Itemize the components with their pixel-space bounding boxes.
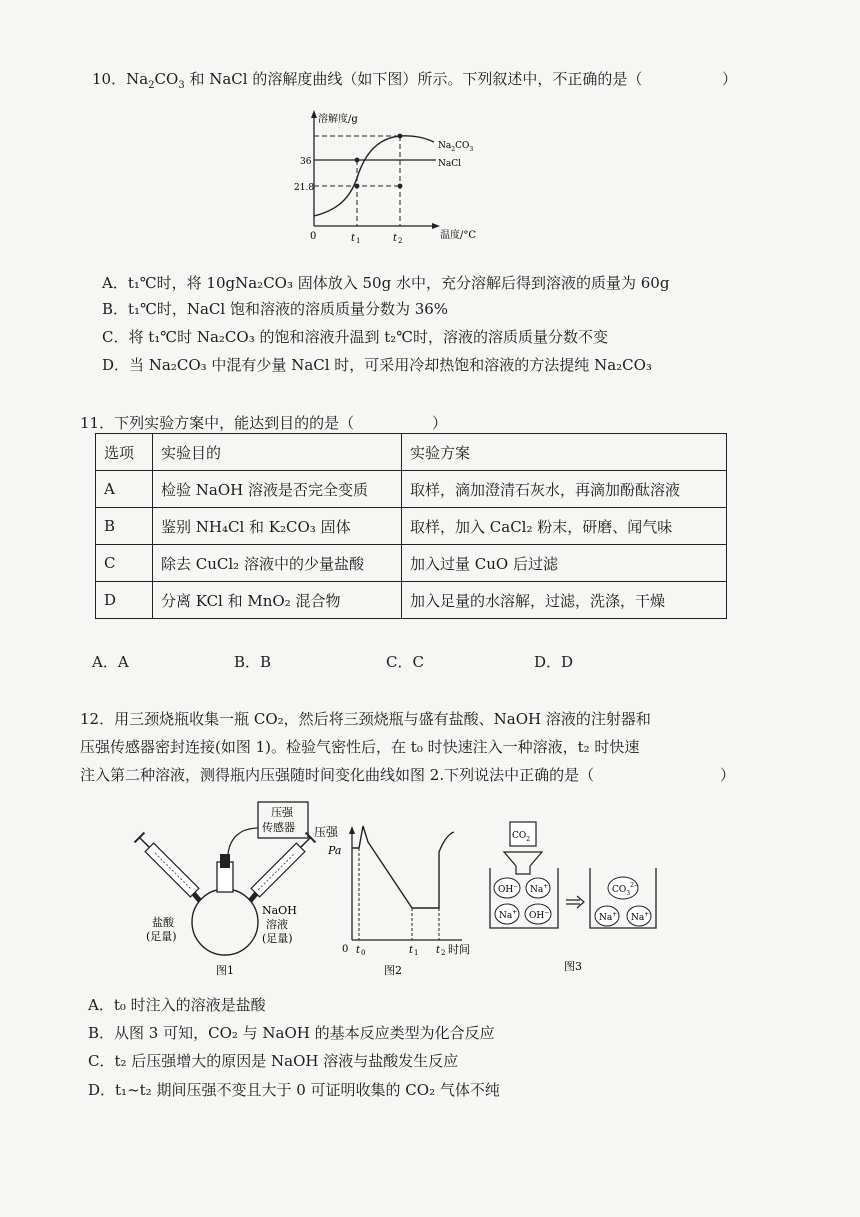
q12-fig3-caption: 图3 [564, 960, 582, 973]
q10-option-b: B．t₁℃时，NaCl 饱和溶液的溶质质量分数为 36% [102, 300, 449, 318]
q12-fig1-sensor1: 压强 [271, 806, 293, 819]
q11-answer-a: A．A [92, 653, 129, 671]
table-row [96, 471, 727, 508]
q10-ylabel: 溶解度/g [318, 114, 358, 125]
q12-fig2-caption: 图2 [384, 964, 402, 977]
q10-stem-close: ） [722, 70, 738, 88]
table-header-row [96, 434, 727, 471]
q10-t1: t [351, 233, 356, 244]
svg-text:Na+: Na+ [631, 911, 650, 923]
q12-line3-close: ） [720, 766, 736, 784]
table-cell: D [96, 582, 153, 619]
svg-text:Na+: Na+ [599, 911, 618, 923]
q12-fig2-origin: 0 [342, 944, 349, 955]
svg-text:2: 2 [398, 237, 403, 245]
q12-line3: 注入第二种溶液，测得瓶内压强随时间变化曲线如图 2.下列说法中正确的是（ [80, 766, 595, 784]
q12-fig2-pressure-graph [312, 798, 472, 978]
q12-fig3-co3: $CO_3^{2-}$ [612, 882, 639, 897]
q12-fig1-apparatus [140, 798, 320, 978]
table-header: 选项 [96, 434, 153, 471]
table-row [96, 582, 727, 619]
q12-fig1-right2: 溶液 [266, 918, 288, 931]
table-cell: 检验 NaOH 溶液是否完全变质 [153, 471, 402, 508]
table-cell: 分离 KCl 和 MnO₂ 混合物 [153, 582, 402, 619]
q10-y218: 21.8 [294, 183, 315, 193]
q12-fig3-co2: $CO_2$ [512, 831, 531, 843]
q12-fig2-t2: t [436, 945, 441, 956]
svg-text:Na+: Na+ [499, 909, 518, 921]
table-cell: 除去 CuCl₂ 溶液中的少量盐酸 [153, 545, 402, 582]
q10-y36: 36 [300, 157, 312, 167]
q11-stem: 11．下列实验方案中，能达到目的的是（ [80, 414, 355, 432]
table-header: 实验方案 [402, 434, 727, 471]
q10-origin: 0 [310, 231, 317, 242]
q12-option-a: A．t₀ 时注入的溶液是盐酸 [88, 996, 266, 1014]
q12-fig3-na: Na+ [530, 883, 549, 895]
q11-table [95, 433, 727, 619]
q12-fig1-left2: (足量) [146, 930, 177, 943]
q12-fig1-left1: 盐酸 [152, 916, 174, 929]
q12-option-b: B．从图 3 可知，CO₂ 与 NaOH 的基本反应类型为化合反应 [88, 1024, 495, 1042]
q10-stem: 10．$Na_2CO_3$ 和 NaCl 的溶解度曲线（如下图）所示。下列叙述中，不正确的是（ [92, 70, 643, 91]
q10-option-c: C．将 t₁℃时 Na₂CO₃ 的饱和溶液升温到 t₂℃时，溶液的溶质质量分数不变 [102, 328, 609, 346]
svg-text:0: 0 [361, 949, 366, 957]
q11-answer-c: C．C [386, 653, 424, 671]
table-cell: B [96, 508, 153, 545]
table-cell: A [96, 471, 153, 508]
svg-text:1: 1 [414, 949, 419, 957]
q12-option-d: D．t₁~t₂ 期间压强不变且大于 0 可证明收集的 CO₂ 气体不纯 [88, 1081, 500, 1099]
q10-curve-nacl: NaCl [438, 159, 462, 169]
q10-xlabel: 温度/°C [440, 230, 477, 241]
svg-text:2: 2 [441, 949, 446, 957]
q12-fig1-caption: 图1 [216, 964, 234, 977]
svg-text:1: 1 [356, 237, 361, 245]
table-cell: C [96, 545, 153, 582]
q10-curve-na2co3: $Na_2CO_3$ [438, 141, 474, 153]
q11-stem-close: ） [432, 414, 448, 432]
q12-fig3-particles [480, 798, 670, 978]
q12-fig1-right1: NaOH [262, 904, 297, 917]
table-row [96, 508, 727, 545]
q12-fig2-t1: t [409, 945, 414, 956]
table-cell: 加入足量的水溶解，过滤，洗涤，干燥 [402, 582, 727, 619]
table-cell: 取样，滴加澄清石灰水，再滴加酚酞溶液 [402, 471, 727, 508]
q12-fig2-ylabel: 压强 [314, 825, 339, 839]
table-cell: 鉴别 NH₄Cl 和 K₂CO₃ 固体 [153, 508, 402, 545]
table-cell: 取样，加入 CaCl₂ 粉末，研磨、闻气味 [402, 508, 727, 545]
q10-option-a: A．t₁℃时，将 10gNa₂CO₃ 固体放入 50g 水中，充分溶解后得到溶液的质量为 60g [102, 274, 670, 292]
q10-option-d: D．当 Na₂CO₃ 中混有少量 NaCl 时，可采用冷却热饱和溶液的方法提纯 Na₂CO₃ [102, 356, 652, 374]
table-cell: 加入过量 CuO 后过滤 [402, 545, 727, 582]
table-row [96, 545, 727, 582]
svg-text:OH−: OH− [529, 909, 550, 921]
q12-fig3-oh: OH− [498, 883, 519, 895]
q12-fig1-sensor2: 传感器 [262, 821, 295, 834]
q12-line1: 12．用三颈烧瓶收集一瓶 CO₂，然后将三颈烧瓶与盛有盐酸、NaOH 溶液的注射器和 [80, 710, 651, 728]
q12-line2: 压强传感器密封连接(如图 1)。检验气密性后，在 t₀ 时快速注入一种溶液，t₂ 时快速 [80, 738, 640, 756]
q10-solubility-graph [294, 108, 500, 248]
q12-fig2-xlabel: 时间 [448, 943, 470, 956]
q10-t2: t [393, 233, 398, 244]
q12-fig2-t0: t [356, 945, 361, 956]
q11-answer-d: D．D [534, 653, 574, 671]
q12-option-c: C．t₂ 后压强增大的原因是 NaOH 溶液与盐酸发生反应 [88, 1052, 459, 1070]
q11-answer-b: B．B [234, 653, 272, 671]
q12-fig2-pa: Pa [328, 844, 342, 857]
table-header: 实验目的 [153, 434, 402, 471]
q12-fig1-right3: (足量) [262, 932, 293, 945]
